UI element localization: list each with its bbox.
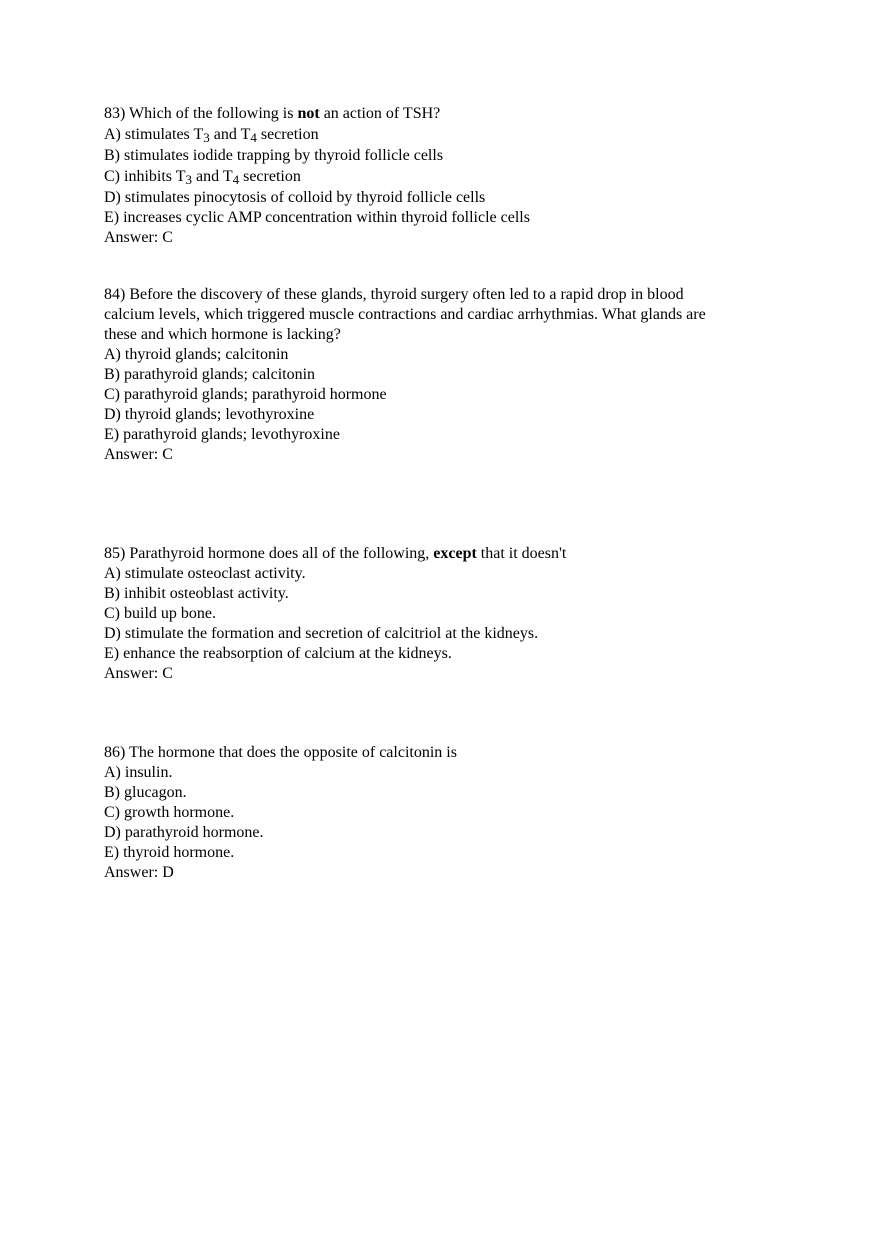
answer: Answer: C <box>104 446 173 463</box>
option-c: C) inhibits T3 and T4 secretion <box>104 168 301 187</box>
option-d: D) stimulate the formation and secretion of calcitriol at the kidneys. <box>104 625 539 642</box>
option-b: B) parathyroid glands; calcitonin <box>104 366 316 383</box>
question-86 <box>104 743 824 883</box>
option-b: B) glucagon. <box>104 784 187 801</box>
question-stem: 85) Parathyroid hormone does all of the following, except that it doesn't <box>104 545 567 562</box>
answer: Answer: D <box>104 864 174 881</box>
option-b: B) stimulates iodide trapping by thyroid follicle cells <box>104 147 444 164</box>
answer: Answer: C <box>104 665 173 682</box>
option-e: E) enhance the reabsorption of calcium at the kidneys. <box>104 645 452 662</box>
question-84 <box>104 285 824 465</box>
option-e: E) parathyroid glands; levothyroxine <box>104 426 340 443</box>
option-a: A) thyroid glands; calcitonin <box>104 346 289 363</box>
option-c: C) growth hormone. <box>104 804 235 821</box>
option-e: E) thyroid hormone. <box>104 844 235 861</box>
question-stem-line-1: 84) Before the discovery of these glands, thyroid surgery often led to a rapid drop in blood <box>104 286 684 303</box>
option-e: E) increases cyclic AMP concentration within thyroid follicle cells <box>104 209 530 226</box>
question-stem: 83) Which of the following is not an action of TSH? <box>104 105 441 122</box>
option-c: C) build up bone. <box>104 605 216 622</box>
option-d: D) stimulates pinocytosis of colloid by thyroid follicle cells <box>104 189 486 206</box>
option-a: A) stimulate osteoclast activity. <box>104 565 306 582</box>
question-stem-line-2: calcium levels, which triggered muscle contractions and cardiac arrhythmias. What glands are <box>104 306 706 323</box>
option-b: B) inhibit osteoblast activity. <box>104 585 289 602</box>
option-d: D) parathyroid hormone. <box>104 824 264 841</box>
answer: Answer: C <box>104 229 173 246</box>
question-stem: 86) The hormone that does the opposite of calcitonin is <box>104 744 457 761</box>
option-a: A) insulin. <box>104 764 173 781</box>
option-d: D) thyroid glands; levothyroxine <box>104 406 315 423</box>
emphasis-not: not <box>297 105 320 122</box>
emphasis-except: except <box>433 545 477 562</box>
question-83 <box>104 104 824 248</box>
option-c: C) parathyroid glands; parathyroid hormone <box>104 386 387 403</box>
option-a: A) stimulates T3 and T4 secretion <box>104 126 319 145</box>
question-85 <box>104 544 824 684</box>
question-stem-line-3: these and which hormone is lacking? <box>104 326 341 343</box>
